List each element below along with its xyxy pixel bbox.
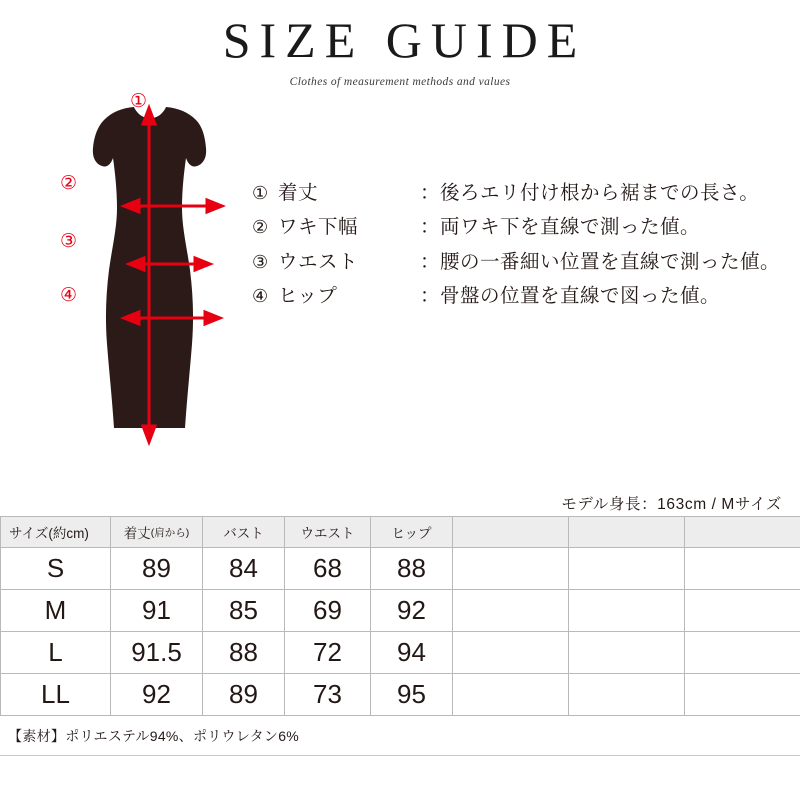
legend-number: ③ <box>252 251 269 272</box>
cell-waist: 73 <box>285 674 371 716</box>
cell-blank-2 <box>569 590 685 632</box>
dress-illustration <box>42 90 272 478</box>
cell-blank-1 <box>453 674 569 716</box>
size-table-body <box>1 548 800 716</box>
cell-bust: 85 <box>203 590 285 632</box>
cell-blank-2 <box>569 548 685 590</box>
legend-term: ヒップ <box>278 285 338 307</box>
size-table-wrap <box>0 516 800 716</box>
col-header-size: サイズ(約cm) <box>1 517 111 548</box>
cell-bust: 84 <box>203 548 285 590</box>
cell-waist: 68 <box>285 548 371 590</box>
table-row <box>1 548 800 590</box>
cell-hip: 94 <box>371 632 453 674</box>
cell-hip: 88 <box>371 548 453 590</box>
legend-term: 着丈 <box>278 181 319 204</box>
col-header-length <box>111 517 203 548</box>
cell-size: L <box>1 632 111 674</box>
col-header-blank-2 <box>569 517 685 548</box>
legend-colon: ： <box>420 285 441 307</box>
legend-number: ① <box>252 182 269 203</box>
footer-divider <box>0 755 800 756</box>
cell-hip: 95 <box>371 674 453 716</box>
cell-blank-1 <box>453 590 569 632</box>
cell-blank-3 <box>685 590 800 632</box>
col-header-length-main: 着丈 <box>123 526 151 541</box>
cell-blank-1 <box>453 548 569 590</box>
page-subtitle: Clothes of measurement methods and values <box>289 75 511 88</box>
legend-description: 両ワキ下を直線で測った値。 <box>440 216 701 238</box>
col-header-hip: ヒップ <box>371 517 453 548</box>
legend-colon: ： <box>420 181 441 204</box>
table-header-row <box>1 517 800 548</box>
legend-item-hip <box>252 287 782 307</box>
legend-description: 後ろエリ付け根から裾までの長さ。 <box>440 181 760 204</box>
legend-description: 骨盤の位置を直線で図った値。 <box>440 285 721 307</box>
cell-bust: 88 <box>203 632 285 674</box>
cell-length: 89 <box>111 548 203 590</box>
material-note: 【素材】ポリエステル94%、ポリウレタン6% <box>8 728 300 744</box>
col-header-bust: バスト <box>203 517 285 548</box>
cell-size: S <box>1 548 111 590</box>
legend-term: ウエスト <box>278 250 359 273</box>
legend-colon: ： <box>420 250 441 273</box>
page-header <box>0 0 800 88</box>
cell-blank-2 <box>569 674 685 716</box>
cell-blank-3 <box>685 632 800 674</box>
legend-colon: ： <box>420 216 441 238</box>
size-table <box>0 516 800 716</box>
legend-number: ② <box>252 217 269 237</box>
cell-length: 92 <box>111 674 203 716</box>
col-header-length-sub: (肩から) <box>150 527 190 539</box>
model-note: モデル身長：163cm / Mサイズ <box>561 496 782 513</box>
marker-3: ③ <box>60 230 78 252</box>
cell-bust: 89 <box>203 674 285 716</box>
col-header-waist: ウエスト <box>285 517 371 548</box>
legend-item-waist <box>252 250 782 273</box>
legend-description: 腰の一番細い位置を直線で測った値。 <box>440 250 781 273</box>
diagram-area <box>0 88 800 478</box>
cell-hip: 92 <box>371 590 453 632</box>
marker-4: ④ <box>60 284 78 306</box>
legend-item-length <box>252 181 782 204</box>
col-header-blank-1 <box>453 517 569 548</box>
marker-2: ② <box>60 172 78 194</box>
size-table-head <box>1 517 800 548</box>
legend-number: ④ <box>252 286 269 306</box>
cell-blank-1 <box>453 632 569 674</box>
table-row <box>1 674 800 716</box>
cell-size: M <box>1 590 111 632</box>
col-header-blank-3 <box>685 517 800 548</box>
cell-size: LL <box>1 674 111 716</box>
legend-term: ワキ下幅 <box>278 216 359 238</box>
cell-length: 91 <box>111 590 203 632</box>
cell-blank-3 <box>685 548 800 590</box>
cell-blank-2 <box>569 632 685 674</box>
cell-length: 91.5 <box>111 632 203 674</box>
table-row <box>1 590 800 632</box>
marker-1: ① <box>130 90 148 112</box>
cell-blank-3 <box>685 674 800 716</box>
page-title: SIZE GUIDE <box>222 12 587 68</box>
legend-list <box>252 181 782 322</box>
legend-item-bust <box>252 218 782 238</box>
table-row <box>1 632 800 674</box>
cell-waist: 69 <box>285 590 371 632</box>
cell-waist: 72 <box>285 632 371 674</box>
